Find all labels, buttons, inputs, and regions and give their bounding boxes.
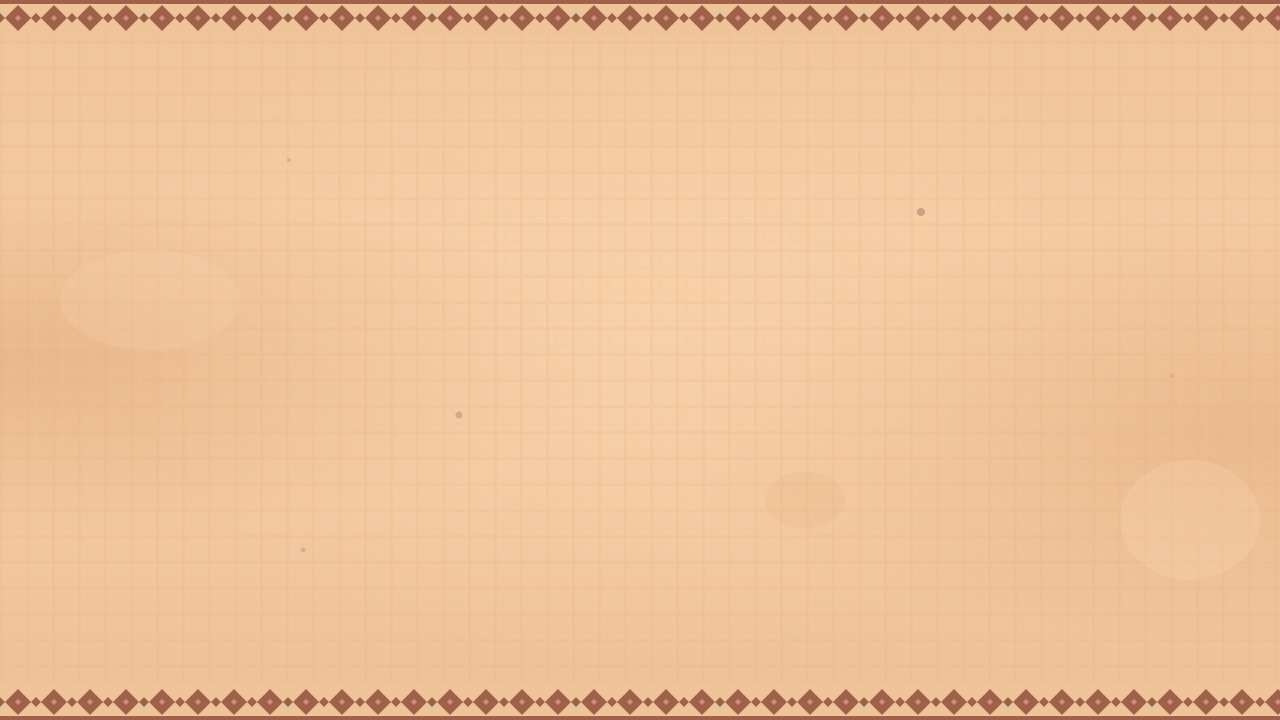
speck: [917, 208, 925, 216]
speck: [301, 548, 306, 553]
diamond-border-top: [0, 0, 1280, 36]
stain: [1120, 460, 1260, 580]
speck: [287, 158, 291, 162]
border-edge-line: [0, 0, 1280, 4]
speck: [456, 412, 463, 419]
diamond-border-bottom: [0, 684, 1280, 720]
stain: [765, 472, 845, 528]
speck: [1170, 374, 1174, 378]
stain: [60, 250, 240, 350]
border-edge-line: [0, 716, 1280, 720]
